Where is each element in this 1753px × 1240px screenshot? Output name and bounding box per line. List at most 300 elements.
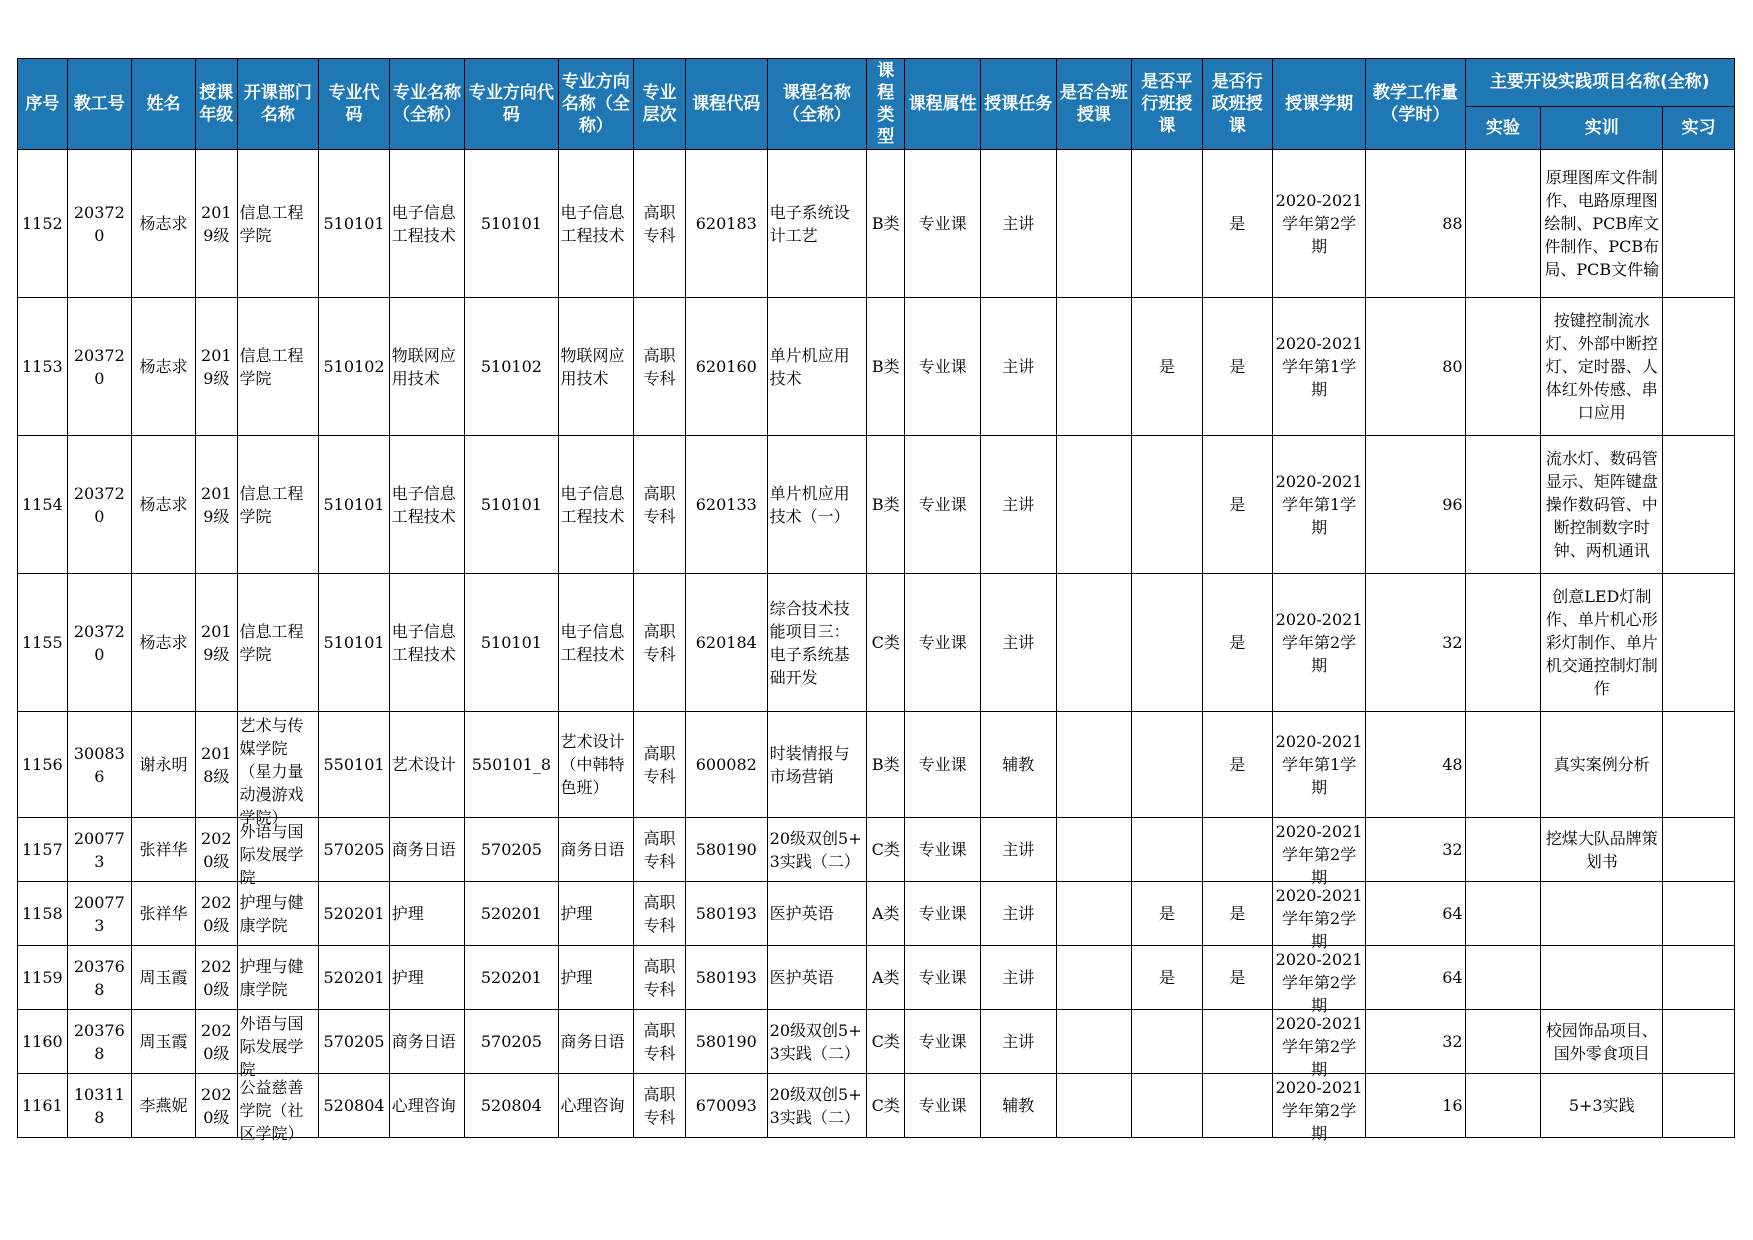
cell-term[interactable] (1272, 818, 1365, 887)
cell-course-name[interactable] (767, 150, 866, 298)
cell-parallel[interactable] (1132, 298, 1202, 436)
cell-major-name[interactable] (389, 712, 465, 818)
cell-merged[interactable] (1056, 818, 1132, 882)
cell-grade-text: 2019级 (201, 621, 232, 664)
cell-major-code[interactable] (319, 436, 389, 574)
table-row[interactable] (18, 1074, 1735, 1138)
cell-course-code-text: 620160 (695, 357, 757, 376)
cell-direction-name[interactable] (558, 946, 634, 1010)
cell-dept[interactable] (237, 298, 319, 436)
cell-major-code[interactable] (319, 818, 389, 882)
cell-course-attr[interactable] (905, 574, 981, 712)
cell-experiment[interactable] (1465, 150, 1541, 298)
cell-training[interactable] (1541, 712, 1663, 818)
cell-training[interactable] (1541, 298, 1663, 436)
cell-direction-name[interactable] (558, 818, 634, 882)
cell-admin[interactable] (1202, 298, 1272, 436)
cell-experiment[interactable] (1465, 1074, 1541, 1138)
cell-training[interactable] (1541, 1010, 1663, 1074)
cell-grade[interactable] (196, 150, 237, 298)
cell-direction-name[interactable] (558, 712, 634, 818)
cell-hours[interactable] (1366, 946, 1465, 1010)
cell-course-type[interactable] (867, 1010, 905, 1074)
table-row[interactable] (18, 946, 1735, 1010)
cell-internship[interactable] (1663, 712, 1735, 818)
cell-direction-code[interactable] (465, 298, 558, 436)
col-header-staff-id[interactable]: 教工号 (67, 59, 131, 150)
cell-parallel[interactable] (1132, 574, 1202, 712)
cell-major-code[interactable] (319, 150, 389, 298)
cell-parallel[interactable] (1132, 712, 1202, 818)
cell-internship[interactable] (1663, 1074, 1735, 1138)
cell-task[interactable] (980, 574, 1056, 712)
cell-task-text: 辅教 (1002, 1096, 1035, 1115)
cell-course-attr[interactable] (905, 818, 981, 882)
cell-course-attr[interactable] (905, 436, 981, 574)
cell-major-code[interactable] (319, 1010, 389, 1074)
cell-merged[interactable] (1056, 1074, 1132, 1138)
cell-grade[interactable] (196, 1010, 237, 1074)
cell-internship[interactable] (1663, 946, 1735, 1010)
cell-task[interactable] (980, 150, 1056, 298)
cell-hours[interactable] (1366, 818, 1465, 882)
cell-seq[interactable] (18, 574, 68, 712)
cell-term[interactable] (1272, 712, 1365, 818)
cell-course-code[interactable] (685, 574, 767, 712)
cell-major-code[interactable] (319, 1074, 389, 1138)
cell-term[interactable] (1272, 1010, 1365, 1079)
cell-major-name[interactable] (389, 946, 465, 1010)
cell-major-name[interactable] (389, 574, 465, 712)
cell-task[interactable] (980, 436, 1056, 574)
cell-merged[interactable] (1056, 1010, 1132, 1074)
cell-major-name-text: 电子信息工程技术 (391, 483, 456, 526)
cell-course-type[interactable] (867, 712, 905, 818)
cell-merged[interactable] (1056, 298, 1132, 436)
col-header-direction-name[interactable]: 专业方向名称（全称） (558, 59, 634, 150)
cell-direction-code-text: 570205 (480, 840, 542, 859)
cell-level[interactable] (634, 150, 686, 298)
cell-training[interactable] (1541, 150, 1663, 298)
cell-level[interactable] (634, 436, 686, 574)
cell-course-name[interactable] (767, 1010, 866, 1074)
col-header-major-code[interactable]: 专业代码 (319, 59, 389, 150)
table-row[interactable] (18, 298, 1735, 436)
cell-dept[interactable] (237, 436, 319, 574)
cell-major-code[interactable] (319, 574, 389, 712)
cell-major-name[interactable] (389, 298, 465, 436)
cell-course-type[interactable] (867, 818, 905, 882)
cell-direction-code[interactable] (465, 946, 558, 1010)
cell-course-code[interactable] (685, 1074, 767, 1138)
cell-merged[interactable] (1056, 882, 1132, 946)
cell-course-name[interactable] (767, 298, 866, 436)
cell-major-code-text: 510101 (323, 633, 385, 652)
col-header-hours[interactable]: 教学工作量（学时） (1366, 59, 1465, 150)
cell-staff-id[interactable] (67, 882, 131, 946)
cell-seq[interactable] (18, 946, 68, 1010)
cell-grade-text: 2020级 (201, 828, 232, 871)
cell-course-type[interactable] (867, 946, 905, 1010)
cell-grade-text: 2018级 (201, 743, 232, 786)
cell-experiment[interactable] (1465, 818, 1541, 882)
cell-name[interactable] (131, 946, 195, 1010)
cell-hours-text: 32 (1442, 633, 1463, 652)
cell-seq-text: 1157 (21, 840, 63, 859)
cell-dept[interactable] (237, 574, 319, 712)
cell-major-code[interactable] (319, 298, 389, 436)
cell-course-attr[interactable] (905, 1074, 981, 1138)
cell-course-code[interactable] (685, 712, 767, 818)
cell-admin[interactable] (1202, 712, 1272, 818)
cell-course-attr[interactable] (905, 298, 981, 436)
col-header-term[interactable]: 授课学期 (1272, 59, 1365, 150)
cell-major-code[interactable] (319, 712, 389, 818)
cell-internship[interactable] (1663, 818, 1735, 882)
col-header-training[interactable]: 实训 (1541, 106, 1663, 149)
cell-name[interactable] (131, 298, 195, 436)
cell-name[interactable] (131, 1010, 195, 1074)
cell-direction-code[interactable] (465, 1010, 558, 1074)
cell-course-attr-text: 专业课 (918, 755, 967, 774)
cell-merged[interactable] (1056, 946, 1132, 1010)
cell-grade-text: 2020级 (201, 956, 232, 999)
cell-level[interactable] (634, 818, 686, 882)
cell-staff-id[interactable] (67, 436, 131, 574)
cell-task[interactable] (980, 882, 1056, 946)
cell-hours[interactable] (1366, 574, 1465, 712)
cell-level[interactable] (634, 1074, 686, 1138)
cell-training[interactable] (1541, 436, 1663, 574)
cell-course-type[interactable] (867, 436, 905, 574)
cell-grade[interactable] (196, 574, 237, 712)
cell-staff-id[interactable] (67, 1074, 131, 1138)
cell-admin[interactable] (1202, 882, 1272, 946)
cell-direction-code-text: 510101 (480, 633, 542, 652)
cell-major-name[interactable] (389, 150, 465, 298)
col-header-name[interactable]: 姓名 (131, 59, 195, 150)
cell-task-text: 主讲 (1002, 1032, 1035, 1051)
cell-direction-name[interactable] (558, 882, 634, 946)
cell-parallel[interactable] (1132, 818, 1202, 882)
cell-course-type-text: C类 (871, 1032, 900, 1051)
cell-major-name[interactable] (389, 1074, 465, 1138)
cell-hours[interactable] (1366, 298, 1465, 436)
cell-admin[interactable] (1202, 150, 1272, 298)
cell-seq[interactable] (18, 712, 68, 818)
cell-dept[interactable] (237, 818, 319, 887)
cell-seq[interactable] (18, 1074, 68, 1138)
col-header-course-attr[interactable]: 课程属性 (905, 59, 981, 150)
cell-internship[interactable] (1663, 298, 1735, 436)
cell-admin[interactable] (1202, 1074, 1272, 1138)
cell-name[interactable] (131, 1074, 195, 1138)
cell-task[interactable] (980, 1010, 1056, 1074)
cell-direction-name[interactable] (558, 1010, 634, 1074)
table-row[interactable] (18, 1010, 1735, 1074)
cell-hours[interactable] (1366, 150, 1465, 298)
cell-hours[interactable] (1366, 712, 1465, 818)
cell-training[interactable] (1541, 574, 1663, 712)
cell-level[interactable] (634, 298, 686, 436)
col-header-task[interactable]: 授课任务 (980, 59, 1056, 150)
cell-training[interactable] (1541, 882, 1663, 946)
cell-direction-name[interactable] (558, 436, 634, 574)
cell-grade[interactable] (196, 436, 237, 574)
cell-grade[interactable] (196, 818, 237, 882)
cell-direction-code[interactable] (465, 150, 558, 298)
cell-staff-id[interactable] (67, 574, 131, 712)
cell-training[interactable] (1541, 1074, 1663, 1138)
cell-course-attr-text: 专业课 (918, 633, 967, 652)
cell-course-code[interactable] (685, 1010, 767, 1074)
cell-grade[interactable] (196, 712, 237, 818)
table-row[interactable] (18, 882, 1735, 946)
cell-name[interactable] (131, 436, 195, 574)
cell-grade[interactable] (196, 946, 237, 1010)
cell-dept[interactable] (237, 1074, 319, 1143)
cell-parallel[interactable] (1132, 1074, 1202, 1138)
cell-task[interactable] (980, 818, 1056, 882)
cell-course-type[interactable] (867, 1074, 905, 1138)
cell-merged[interactable] (1056, 712, 1132, 818)
col-header-direction-code[interactable]: 专业方向代码 (465, 59, 558, 150)
cell-course-code-text: 580193 (695, 904, 757, 923)
cell-level[interactable] (634, 712, 686, 818)
cell-direction-name[interactable] (558, 150, 634, 298)
cell-parallel[interactable] (1132, 1010, 1202, 1074)
cell-admin[interactable] (1202, 1010, 1272, 1074)
cell-staff-id[interactable] (67, 946, 131, 1010)
cell-internship[interactable] (1663, 150, 1735, 298)
cell-task[interactable] (980, 298, 1056, 436)
cell-staff-id[interactable] (67, 150, 131, 298)
cell-admin[interactable] (1202, 946, 1272, 1010)
cell-course-code[interactable] (685, 298, 767, 436)
cell-experiment[interactable] (1465, 1010, 1541, 1074)
col-header-course-type[interactable]: 课程类型 (867, 59, 905, 150)
cell-course-type-text: C类 (871, 840, 900, 859)
cell-grade[interactable] (196, 298, 237, 436)
col-header-parallel[interactable]: 是否平行班授课 (1132, 59, 1202, 150)
cell-parallel[interactable] (1132, 946, 1202, 1010)
cell-direction-code[interactable] (465, 1074, 558, 1138)
cell-dept[interactable] (237, 150, 319, 298)
cell-direction-name[interactable] (558, 298, 634, 436)
cell-term[interactable] (1272, 574, 1365, 712)
cell-major-name[interactable] (389, 882, 465, 946)
cell-admin[interactable] (1202, 818, 1272, 882)
cell-course-name[interactable] (767, 1074, 866, 1138)
cell-hours[interactable] (1366, 436, 1465, 574)
cell-task[interactable] (980, 712, 1056, 818)
cell-direction-name[interactable] (558, 1074, 634, 1138)
cell-course-name[interactable] (767, 436, 866, 574)
cell-major-code-text: 520201 (323, 968, 385, 987)
cell-staff-id[interactable] (67, 298, 131, 436)
cell-course-type[interactable] (867, 298, 905, 436)
cell-major-code-text: 570205 (323, 1032, 385, 1051)
cell-experiment[interactable] (1465, 712, 1541, 818)
cell-task[interactable] (980, 946, 1056, 1010)
col-header-level[interactable]: 专业层次 (634, 59, 686, 150)
cell-dept[interactable] (237, 946, 319, 1010)
cell-name[interactable] (131, 574, 195, 712)
cell-hours-text: 64 (1442, 904, 1463, 923)
cell-name[interactable] (131, 150, 195, 298)
cell-term[interactable] (1272, 1074, 1365, 1143)
cell-course-code[interactable] (685, 150, 767, 298)
cell-direction-name[interactable] (558, 574, 634, 712)
cell-course-type[interactable] (867, 574, 905, 712)
cell-direction-code-text: 510101 (480, 214, 542, 233)
table-row[interactable] (18, 818, 1735, 882)
cell-course-attr-text: 专业课 (918, 357, 967, 376)
cell-major-name[interactable] (389, 1010, 465, 1074)
cell-merged[interactable] (1056, 574, 1132, 712)
cell-major-code[interactable] (319, 946, 389, 1010)
col-header-merged[interactable]: 是否合班授课 (1056, 59, 1132, 150)
cell-dept[interactable] (237, 1010, 319, 1079)
cell-staff-id[interactable] (67, 1010, 131, 1074)
cell-grade-text: 2019级 (201, 202, 232, 245)
table-row[interactable] (18, 712, 1735, 818)
cell-level[interactable] (634, 574, 686, 712)
cell-direction-code[interactable] (465, 574, 558, 712)
col-header-seq[interactable]: 序号 (18, 59, 68, 150)
cell-course-name[interactable] (767, 946, 866, 1010)
cell-course-code[interactable] (685, 436, 767, 574)
cell-internship[interactable] (1663, 574, 1735, 712)
cell-course-attr[interactable] (905, 946, 981, 1010)
cell-direction-code[interactable] (465, 882, 558, 946)
cell-name-text: 周玉霞 (139, 1032, 188, 1051)
cell-course-code[interactable] (685, 818, 767, 882)
cell-course-attr[interactable] (905, 882, 981, 946)
cell-experiment[interactable] (1465, 946, 1541, 1010)
col-header-grade[interactable]: 授课年级 (196, 59, 237, 150)
cell-experiment[interactable] (1465, 298, 1541, 436)
cell-major-code[interactable] (319, 882, 389, 946)
cell-training-text: 流水灯、数码管显示、矩阵键盘操作数码管、中断控制数字时钟、两机通讯 (1545, 449, 1658, 560)
cell-course-type[interactable] (867, 882, 905, 946)
cell-hours[interactable] (1366, 1074, 1465, 1138)
cell-term[interactable] (1272, 150, 1365, 298)
cell-grade[interactable] (196, 1074, 237, 1138)
cell-level[interactable] (634, 1010, 686, 1074)
cell-direction-code[interactable] (465, 436, 558, 574)
cell-experiment[interactable] (1465, 574, 1541, 712)
cell-direction-code[interactable] (465, 818, 558, 882)
cell-term[interactable] (1272, 882, 1365, 951)
cell-admin[interactable] (1202, 574, 1272, 712)
cell-term[interactable] (1272, 436, 1365, 574)
cell-internship[interactable] (1663, 882, 1735, 946)
cell-course-attr-text: 专业课 (918, 840, 967, 859)
cell-parallel[interactable] (1132, 882, 1202, 946)
cell-direction-name-text: 艺术设计（中韩特色班） (560, 732, 625, 797)
table-row[interactable] (18, 436, 1735, 574)
cell-course-attr[interactable] (905, 712, 981, 818)
table-row[interactable] (18, 574, 1735, 712)
cell-task-text: 主讲 (1002, 968, 1035, 987)
cell-name[interactable] (131, 712, 195, 818)
cell-major-name[interactable] (389, 818, 465, 882)
col-header-experiment[interactable]: 实验 (1465, 106, 1541, 149)
cell-experiment[interactable] (1465, 882, 1541, 946)
cell-hours[interactable] (1366, 882, 1465, 946)
cell-course-name[interactable] (767, 712, 866, 818)
cell-course-code[interactable] (685, 946, 767, 1010)
cell-name[interactable] (131, 818, 195, 882)
col-header-internship[interactable]: 实习 (1663, 106, 1735, 149)
cell-course-attr[interactable] (905, 1010, 981, 1074)
cell-hours[interactable] (1366, 1010, 1465, 1074)
col-header-major-name[interactable]: 专业名称（全称） (389, 59, 465, 150)
cell-course-type[interactable] (867, 150, 905, 298)
cell-seq[interactable] (18, 1010, 68, 1074)
cell-dept[interactable] (237, 882, 319, 946)
cell-grade[interactable] (196, 882, 237, 946)
cell-internship[interactable] (1663, 1010, 1735, 1074)
cell-course-name[interactable] (767, 882, 866, 946)
cell-level[interactable] (634, 946, 686, 1010)
cell-term[interactable] (1272, 298, 1365, 436)
cell-term[interactable] (1272, 946, 1365, 1015)
cell-seq[interactable] (18, 298, 68, 436)
cell-admin[interactable] (1202, 436, 1272, 574)
cell-merged[interactable] (1056, 150, 1132, 298)
cell-staff-id[interactable] (67, 818, 131, 882)
cell-merged[interactable] (1056, 436, 1132, 574)
cell-major-name-text: 商务日语 (391, 1032, 456, 1051)
cell-parallel[interactable] (1132, 150, 1202, 298)
cell-course-code[interactable] (685, 882, 767, 946)
col-header-course-code[interactable]: 课程代码 (685, 59, 767, 150)
cell-seq[interactable] (18, 150, 68, 298)
cell-course-name[interactable] (767, 818, 866, 882)
cell-direction-code-text: 510101 (480, 495, 542, 514)
cell-dept[interactable] (237, 712, 319, 827)
cell-dept-text: 外语与国际发展学院 (239, 1013, 304, 1079)
cell-experiment[interactable] (1465, 436, 1541, 574)
cell-admin-text: 是 (1229, 633, 1246, 652)
col-header-admin[interactable]: 是否行政班授课 (1202, 59, 1272, 150)
cell-name[interactable] (131, 882, 195, 946)
col-header-dept[interactable]: 开课部门名称 (237, 59, 319, 150)
cell-seq[interactable] (18, 818, 68, 882)
cell-internship[interactable] (1663, 436, 1735, 574)
col-header-course-name[interactable]: 课程名称（全称） (767, 59, 866, 150)
table-row[interactable] (18, 150, 1735, 298)
cell-level-text: 高职专科 (643, 743, 676, 786)
cell-task[interactable] (980, 1074, 1056, 1138)
cell-major-name[interactable] (389, 436, 465, 574)
cell-direction-code[interactable] (465, 712, 558, 818)
cell-dept-text: 信息工程学院 (239, 483, 304, 526)
cell-task-text: 主讲 (1002, 214, 1035, 233)
cell-parallel[interactable] (1132, 436, 1202, 574)
cell-course-attr[interactable] (905, 150, 981, 298)
cell-training[interactable] (1541, 818, 1663, 882)
cell-staff-id[interactable] (67, 712, 131, 818)
cell-seq[interactable] (18, 436, 68, 574)
cell-seq[interactable] (18, 882, 68, 946)
cell-direction-code-text: 570205 (480, 1032, 542, 1051)
cell-level[interactable] (634, 882, 686, 946)
cell-course-name[interactable] (767, 574, 866, 712)
cell-training[interactable] (1541, 946, 1663, 1010)
